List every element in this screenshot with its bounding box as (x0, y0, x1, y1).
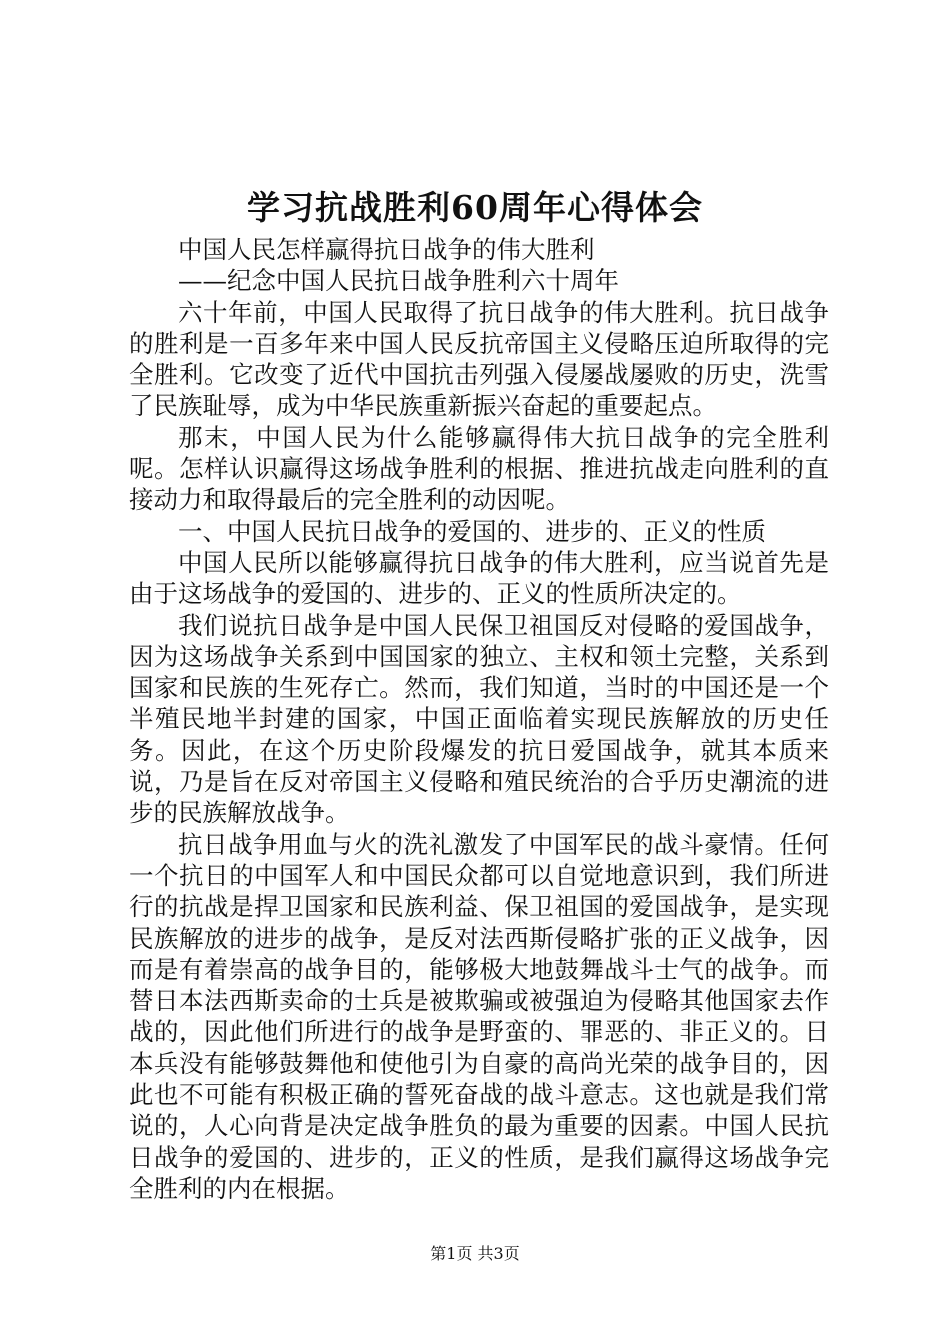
paragraph: 那末，中国人民为什么能够赢得伟大抗日战争的完全胜利呢。怎样认识赢得这场战争胜利的根据、推进抗战走向胜利的直接动力和取得最后的完全胜利的动因呢。 (129, 422, 829, 515)
page-footer: 第1页 共3页 (430, 1244, 520, 1263)
section-heading: 一、中国人民抗日战争的爱国的、进步的、正义的性质 (178, 516, 766, 546)
paragraph: 抗日战争用血与火的洗礼激发了中国军民的战斗豪情。任何一个抗日的中国军人和中国民众都可以自觉地意识到，我们所进行的抗战是捍卫国家和民族利益、保卫祖国的爱国战争，是实现民族解放的进步的战争，是反对法西斯侵略扩张的正义战争，因而是有着崇高的战争目的，能够极大地鼓舞战斗士气的战争。而替日本法西斯卖命的士兵是被欺骗或被强迫为侵略其他国家去作战的，因此他们所进行的战争是野蛮的、罪恶的、非正义的。日本兵没有能够鼓舞他和使他引为自豪的高尚光荣的战争目的，因此也不可能有积极正确的誓死奋战的战斗意志。这也就是我们常说的，人心向背是决定战争胜负的最为重要的因素。中国人民抗日战争的爱国的、进步的，正义的性质，是我们赢得这场战争完全胜利的内在根据。 (129, 829, 829, 1203)
paragraph: 中国人民所以能够赢得抗日战争的伟大胜利，应当说首先是由于这场战争的爱国的、进步的、正义的性质所决定的。 (129, 547, 829, 609)
paragraph: 我们说抗日战争是中国人民保卫祖国反对侵略的爱国战争，因为这场战争关系到中国国家的独立、主权和领土完整，关系到国家和民族的生死存亡。然而，我们知道，当时的中国还是一个半殖民地半封建的国家，中国正面临着实现民族解放的历史任务。因此，在这个历史阶段爆发的抗日爱国战争，就其本质来说，乃是旨在反对帝国主义侵略和殖民统治的合乎历史潮流的进步的民族解放战争。 (129, 610, 829, 828)
document-title: 学习抗战胜利60周年心得体会 (247, 188, 703, 227)
paragraph: 六十年前，中国人民取得了抗日战争的伟大胜利。抗日战争的胜利是一百多年来中国人民反抗帝国主义侵略压迫所取得的完全胜利。它改变了近代中国抗击列强入侵屡战屡败的历史，洗雪了民族耻辱，成为中华民族重新振兴奋起的重要起点。 (129, 297, 829, 421)
document-body (129, 234, 829, 1204)
paragraph: 中国人民怎样赢得抗日战争的伟大胜利 (178, 235, 595, 264)
paragraph: ——纪念中国人民抗日战争胜利六十周年 (178, 266, 619, 296)
